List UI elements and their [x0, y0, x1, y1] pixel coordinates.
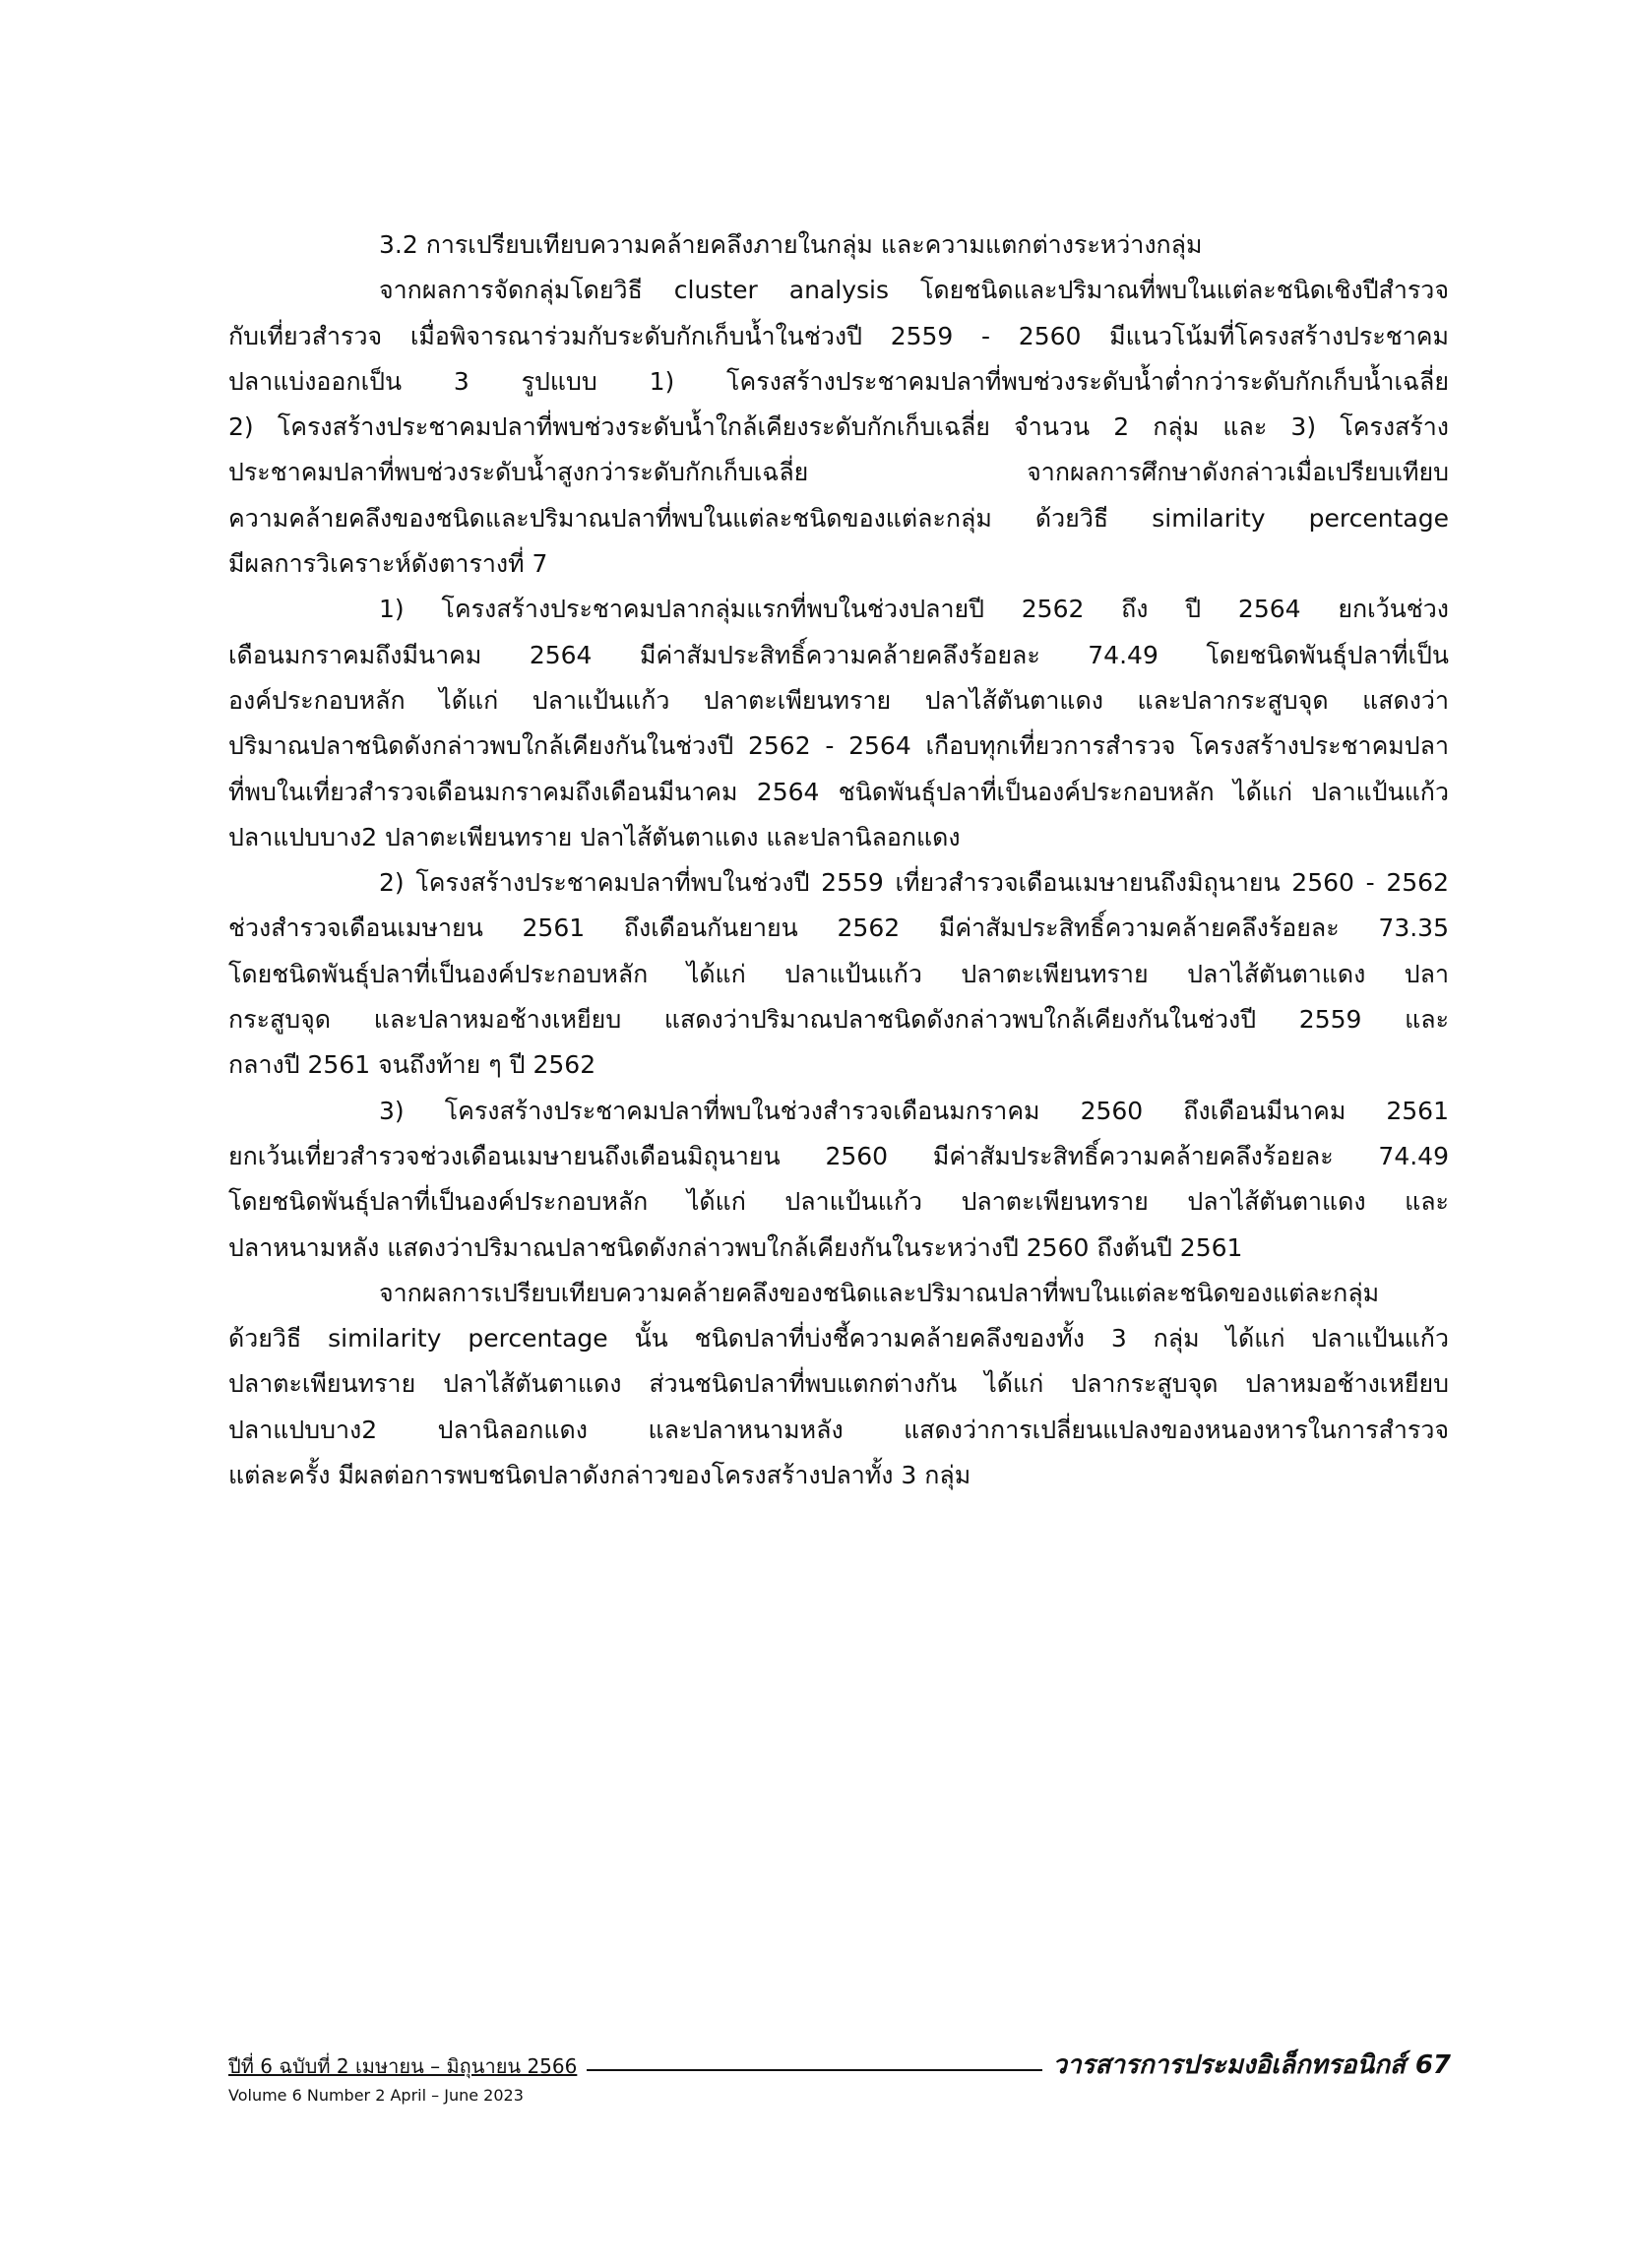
paragraph-line: กับเที่ยวสำรวจ เมื่อพิจารณาร่วมกับระดับกักเก็บน้ำในช่วงปี 2559 - 2560 มีแนวโน้มที่โครงสร้างประชาคม — [228, 321, 1449, 350]
paragraph-line: ประชาคมปลาที่พบช่วงระดับน้ำสูงกว่าระดับกักเก็บเฉลี่ย จากผลการศึกษาดังกล่าวเมื่อเปรียบเทียบ — [228, 458, 1449, 487]
paragraph-line: ด้วยวิธี similarity percentage นั้น ชนิดปลาที่บ่งชี้ความคล้ายคลึงของทั้ง 3 กลุ่ม ได้แก่ ปลาแป้นแก้ว — [228, 1324, 1449, 1354]
paragraph-line: ปลาแปบบาง2 ปลาตะเพียนทราย ปลาไส้ตันตาแดง และปลานิลอกแดง — [228, 822, 961, 851]
paragraph-line: ความคล้ายคลึงของชนิดและปริมาณปลาที่พบในแต่ละชนิดของแต่ละกลุ่ม ด้วยวิธี similarity percentage — [228, 503, 1449, 533]
section-heading: 3.2 การเปรียบเทียบความคล้ายคลึงภายในกลุ่ม และความแตกต่างระหว่างกลุ่ม — [379, 230, 1203, 259]
paragraph-line: 1) โครงสร้างประชาคมปลากลุ่มแรกที่พบในช่วงปลายปี 2562 ถึง ปี 2564 ยกเว้นช่วง — [379, 595, 1449, 624]
paragraph-line: กลางปี 2561 จนถึงท้าย ๆ ปี 2562 — [228, 1050, 596, 1080]
footer-row — [228, 2047, 1451, 2080]
footer-issue-english: Volume 6 Number 2 April – June 2023 — [228, 2086, 524, 2105]
footer-divider — [587, 2069, 1042, 2071]
paragraph-line: มีผลการวิเคราะห์ดังตารางที่ 7 — [228, 549, 548, 579]
paragraph-line: ยกเว้นเที่ยวสำรวจช่วงเดือนเมษายนถึงเดือนมิถุนายน 2560 มีค่าสัมประสิทธิ์ความคล้ายคลึงร้อยละ 74.49 — [228, 1141, 1449, 1170]
footer-issue-thai: ปีที่ 6 ฉบับที่ 2 เมษายน – มิถุนายน 2566 — [228, 2054, 578, 2078]
paragraph-line: ปลาหนามหลัง แสดงว่าปริมาณปลาชนิดดังกล่าวพบใกล้เคียงกันในระหว่างปี 2560 ถึงต้นปี 2561 — [228, 1232, 1243, 1262]
footer-journal-name: วารสารการประมงอิเล็กทรอนิกส์ — [1052, 2050, 1406, 2080]
paragraph-line: ปริมาณปลาชนิดดังกล่าวพบใกล้เคียงกันในช่วงปี 2562 - 2564 เกือบทุกเที่ยวการสำรวจ โครงสร้างประชาคมปลา — [228, 731, 1449, 761]
paragraph-line: แต่ละครั้ง มีผลต่อการพบชนิดปลาดังกล่าวของโครงสร้างปลาทั้ง 3 กลุ่ม — [228, 1461, 971, 1490]
paragraph-line: จากผลการจัดกลุ่มโดยวิธี cluster analysis โดยชนิดและปริมาณที่พบในแต่ละชนิดเชิงปีสำรวจ — [379, 276, 1449, 305]
body-text — [228, 222, 1449, 1498]
paragraph-line: จากผลการเปรียบเทียบความคล้ายคลึงของชนิดและปริมาณปลาที่พบในแต่ละชนิดของแต่ละกลุ่ม — [379, 1278, 1380, 1307]
paragraph-line: ปลาแบ่งออกเป็น 3 รูปแบบ 1) โครงสร้างประชาคมปลาที่พบช่วงระดับน้ำต่ำกว่าระดับกักเก็บน้ำเฉลี่ย — [228, 366, 1449, 396]
paragraph-line: โดยชนิดพันธุ์ปลาที่เป็นองค์ประกอบหลัก ได้แก่ ปลาแป้นแก้ว ปลาตะเพียนทราย ปลาไส้ตันตาแดง และ — [228, 1187, 1449, 1217]
paragraph-line: เดือนมกราคมถึงมีนาคม 2564 มีค่าสัมประสิทธิ์ความคล้ายคลึงร้อยละ 74.49 โดยชนิดพันธุ์ปลาที่เป็น — [228, 640, 1449, 669]
page-footer — [228, 2047, 1451, 2106]
paragraph-line: 2) โครงสร้างประชาคมปลาที่พบช่วงระดับน้ำใกล้เคียงระดับกักเก็บเฉลี่ย จำนวน 2 กลุ่ม และ 3) โครงสร้าง — [228, 412, 1449, 442]
paragraph-line: 2) โครงสร้างประชาคมปลาที่พบในช่วงปี 2559 เที่ยวสำรวจเดือนเมษายนถึงมิถุนายน 2560 - 2562 — [379, 868, 1449, 898]
paragraph-line: โดยชนิดพันธุ์ปลาที่เป็นองค์ประกอบหลัก ได้แก่ ปลาแป้นแก้ว ปลาตะเพียนทราย ปลาไส้ตันตาแดง ปลา — [228, 959, 1449, 988]
paragraph-line: 3) โครงสร้างประชาคมปลาที่พบในช่วงสำรวจเดือนมกราคม 2560 ถึงเดือนมีนาคม 2561 — [379, 1096, 1449, 1125]
paragraph-line: กระสูบจุด และปลาหมอช้างเหยียบ แสดงว่าปริมาณปลาชนิดดังกล่าวพบใกล้เคียงกันในช่วงปี 2559 และ — [228, 1005, 1449, 1035]
paragraph-line: ช่วงสำรวจเดือนเมษายน 2561 ถึงเดือนกันยายน 2562 มีค่าสัมประสิทธิ์ความคล้ายคลึงร้อยละ 73.35 — [228, 914, 1449, 943]
page-number: 67 — [1414, 2050, 1451, 2080]
paragraph-line: องค์ประกอบหลัก ได้แก่ ปลาแป้นแก้ว ปลาตะเพียนทราย ปลาไส้ตันตาแดง และปลากระสูบจุด แสดงว่า — [228, 685, 1449, 715]
paragraph-line: ปลาตะเพียนทราย ปลาไส้ตันตาแดง ส่วนชนิดปลาที่พบแตกต่างกัน ได้แก่ ปลากระสูบจุด ปลาหมอช้างเหยียบ — [228, 1369, 1449, 1399]
paragraph-line: ปลาแปบบาง2 ปลานิลอกแดง และปลาหนามหลัง แสดงว่าการเปลี่ยนแปลงของหนองหารในการสำรวจ — [228, 1415, 1449, 1444]
paragraph-line: ที่พบในเที่ยวสำรวจเดือนมกราคมถึงเดือนมีนาคม 2564 ชนิดพันธุ์ปลาที่เป็นองค์ประกอบหลัก ได้แก่ ปลาแป้นแก้ว — [228, 777, 1449, 806]
